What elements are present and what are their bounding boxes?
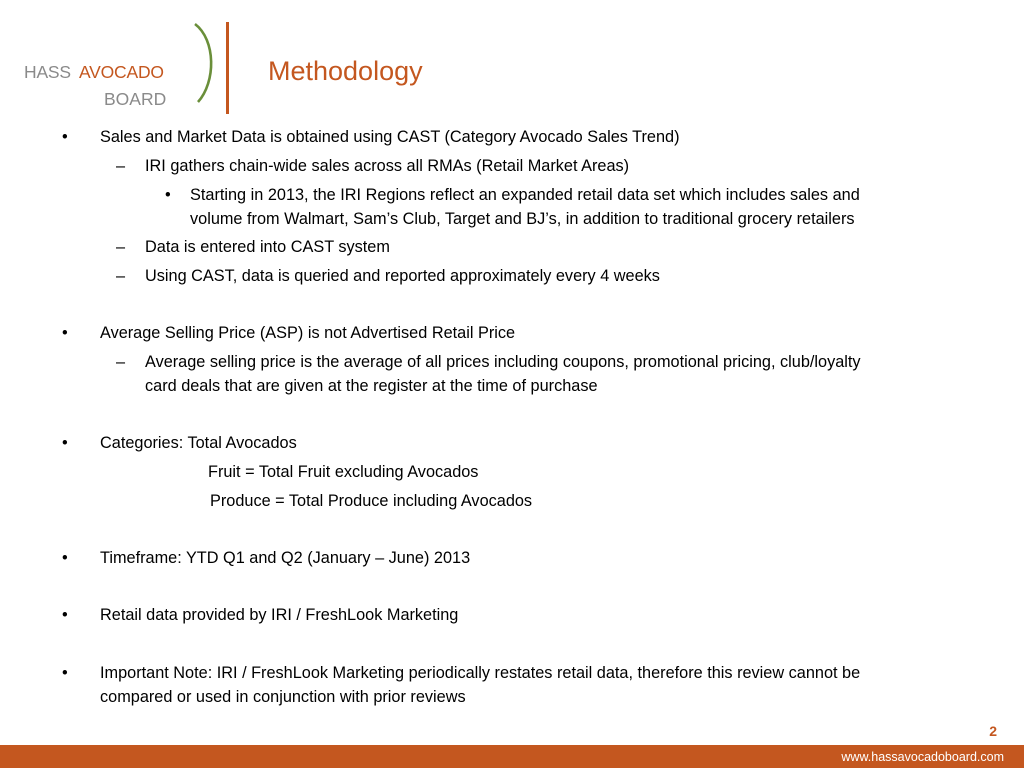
bullet-categories: Categories: Total Avocados bbox=[100, 434, 297, 452]
slide-title: Methodology bbox=[268, 56, 423, 86]
sub-bullet-asp-definition-line2: card deals that are given at the register at the time of purchase bbox=[145, 377, 598, 395]
small-bullet-marker: • bbox=[165, 186, 171, 204]
bullet-timeframe: Timeframe: YTD Q1 and Q2 (January – June) 2013 bbox=[100, 549, 471, 567]
sub-bullet-iri-gathers: IRI gathers chain-wide sales across all RMAs (Retail Market Areas) bbox=[145, 157, 630, 175]
bullet-important-note-line2: compared or used in conjunction with prior reviews bbox=[100, 688, 466, 706]
bullet-marker: • bbox=[62, 549, 68, 567]
bullet-marker: • bbox=[62, 664, 68, 682]
bullet-marker: • bbox=[62, 324, 68, 342]
sub-bullet-asp-definition-line1: Average selling price is the average of all prices including coupons, promotional pricing, club/loyalty bbox=[145, 353, 861, 371]
logo-board-text: BOARD bbox=[104, 89, 167, 109]
sub-sub-bullet-regions-line1: Starting in 2013, the IRI Regions reflect an expanded retail data set which includes sales and bbox=[190, 186, 860, 204]
hass-avocado-board-logo bbox=[24, 20, 214, 112]
dash-marker: – bbox=[116, 353, 126, 371]
bullet-retail-data-source: Retail data provided by IRI / FreshLook Marketing bbox=[100, 606, 459, 624]
dash-marker: – bbox=[116, 267, 126, 285]
sub-bullet-using-cast: Using CAST, data is queried and reported approximately every 4 weeks bbox=[145, 267, 660, 285]
sub-sub-bullet-regions-line2: volume from Walmart, Sam’s Club, Target and BJ’s, in addition to traditional grocery retailers bbox=[190, 210, 855, 228]
bullet-marker: • bbox=[62, 434, 68, 452]
bullet-marker: • bbox=[62, 606, 68, 624]
sub-bullet-data-entered: Data is entered into CAST system bbox=[145, 238, 390, 256]
bullet-marker: • bbox=[62, 128, 68, 146]
category-produce: Produce = Total Produce including Avocados bbox=[210, 492, 533, 510]
footer-website-link[interactable]: www.hassavocadoboard.com bbox=[841, 750, 1004, 764]
dash-marker: – bbox=[116, 157, 126, 175]
category-fruit: Fruit = Total Fruit excluding Avocados bbox=[208, 463, 479, 481]
logo-avocado-text: AVOCADO bbox=[79, 62, 164, 82]
logo-hass-text: HASS bbox=[24, 62, 71, 82]
bullet-asp: Average Selling Price (ASP) is not Advertised Retail Price bbox=[100, 324, 516, 342]
bullet-cast-source: Sales and Market Data is obtained using CAST (Category Avocado Sales Trend) bbox=[100, 128, 680, 146]
bullet-important-note-line1: Important Note: IRI / FreshLook Marketing periodically restates retail data, therefore this review cannot be bbox=[100, 664, 861, 682]
page-number: 2 bbox=[989, 723, 997, 739]
title-divider bbox=[226, 22, 229, 114]
avocado-swoosh-icon bbox=[192, 22, 214, 104]
dash-marker: – bbox=[116, 238, 126, 256]
